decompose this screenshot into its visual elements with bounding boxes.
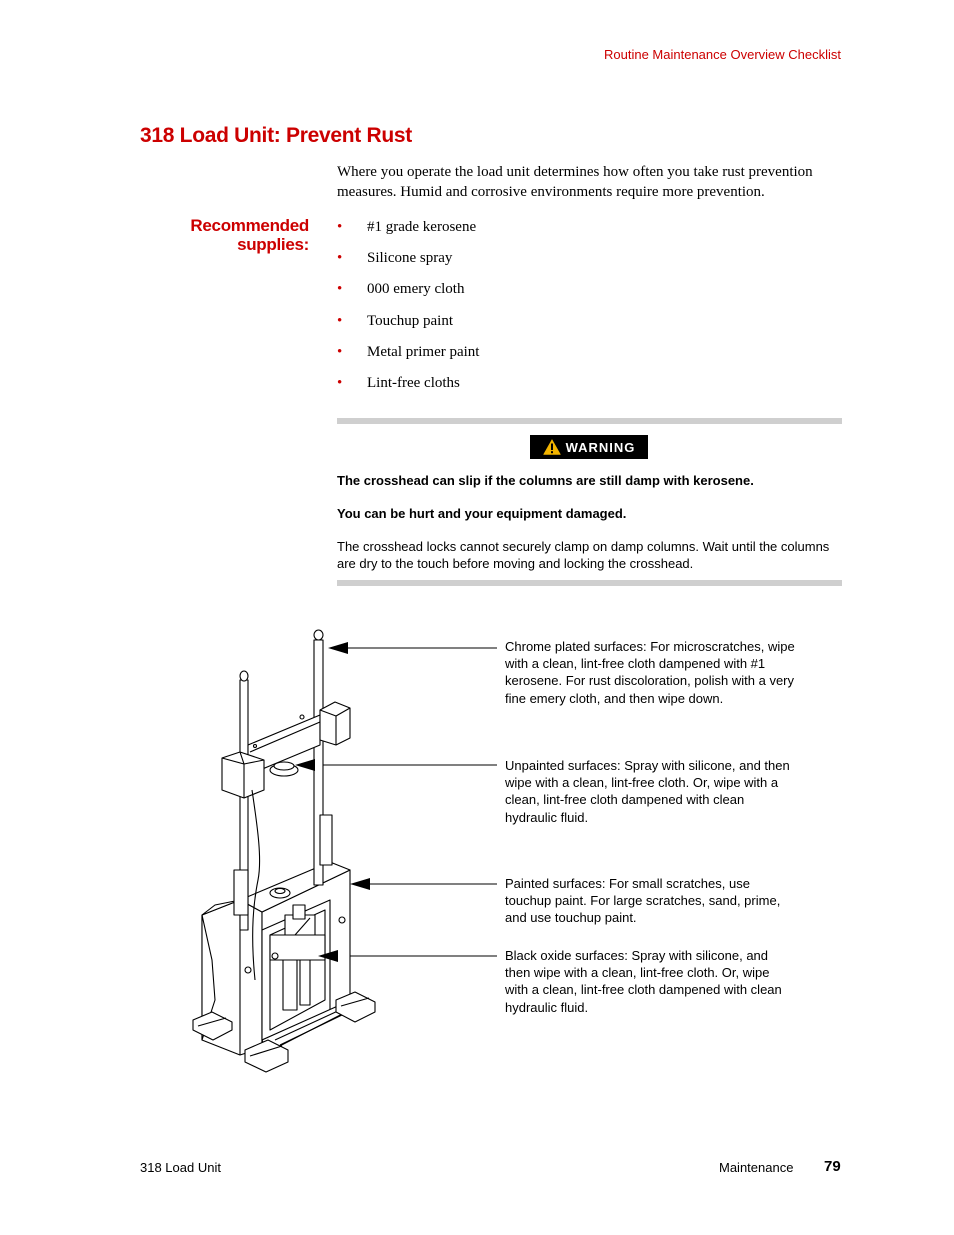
- list-item: [337, 279, 479, 310]
- supplies-heading-line2: supplies:: [237, 235, 309, 254]
- warning-bottom-rule: [337, 580, 842, 586]
- list-item-label: 000 emery cloth: [367, 281, 465, 298]
- supplies-list: [337, 217, 479, 404]
- bullet: •: [337, 219, 343, 235]
- list-item: [337, 248, 479, 279]
- footer-section: Maintenance: [719, 1160, 794, 1175]
- list-item-label: Silicone spray: [367, 250, 453, 267]
- page-number: 79: [824, 1158, 841, 1175]
- list-item-label: Lint-free cloths: [367, 374, 460, 391]
- load-unit-illustration: [185, 620, 505, 1080]
- supplies-heading: [150, 216, 309, 254]
- running-header: Routine Maintenance Overview Checklist: [604, 47, 841, 62]
- list-item-label: #1 grade kerosene: [367, 219, 477, 235]
- callout-black-oxide: Black oxide surfaces: Spray with silicone, and then wipe with a clean, lint-free cloth. Or, wipe with a clean, lint-free cloth dampened with clean hydraulic fluid.: [505, 948, 782, 1015]
- bullet: •: [337, 343, 343, 360]
- list-item: [337, 373, 479, 404]
- callout-chrome-plated: Chrome plated surfaces: For microscratches, wipe with a clean, lint-free cloth dampened with #1 kerosene. For rust discoloration, polish with a very fine emery cloth, and then wipe down.: [505, 639, 795, 706]
- list-item-label: Touchup paint: [367, 312, 454, 329]
- list-item: [337, 217, 479, 248]
- warning-triangle-icon: [543, 439, 561, 455]
- callout-unpainted: Unpainted surfaces: Spray with silicone, and then wipe with a clean, lint-free cloth. Or, wipe with a clean, lint-free cloth dampened with clean hydraulic fluid.: [505, 758, 790, 825]
- warning-top-rule: [337, 418, 842, 424]
- warning-label-box: [530, 435, 648, 459]
- warning-label: WARNING: [565, 439, 636, 455]
- bullet: •: [337, 250, 343, 267]
- warning-body: The crosshead locks cannot securely clamp on damp columns. Wait until the columns are dry to the touch before moving and locking the crosshead.: [337, 539, 830, 571]
- page-title: 318 Load Unit: Prevent Rust: [140, 124, 412, 147]
- warning-line-1: The crosshead can slip if the columns are still damp with kerosene.: [337, 473, 754, 488]
- supplies-heading-line1: Recommended: [190, 216, 309, 235]
- bullet: •: [337, 312, 343, 329]
- bullet: •: [337, 281, 343, 298]
- list-item-label: Metal primer paint: [367, 343, 480, 360]
- list-item: [337, 342, 479, 373]
- bullet: •: [337, 374, 343, 391]
- intro-paragraph: Where you operate the load unit determines how often you take rust prevention measures. Humid and corrosive environments require more prevention.: [337, 164, 813, 200]
- callout-painted: Painted surfaces: For small scratches, use touchup paint. For large scratches, sand, prime, and use touchup paint.: [505, 876, 781, 926]
- footer-doc-title: 318 Load Unit: [140, 1160, 221, 1175]
- list-item: [337, 311, 479, 342]
- warning-line-2: You can be hurt and your equipment damaged.: [337, 506, 627, 521]
